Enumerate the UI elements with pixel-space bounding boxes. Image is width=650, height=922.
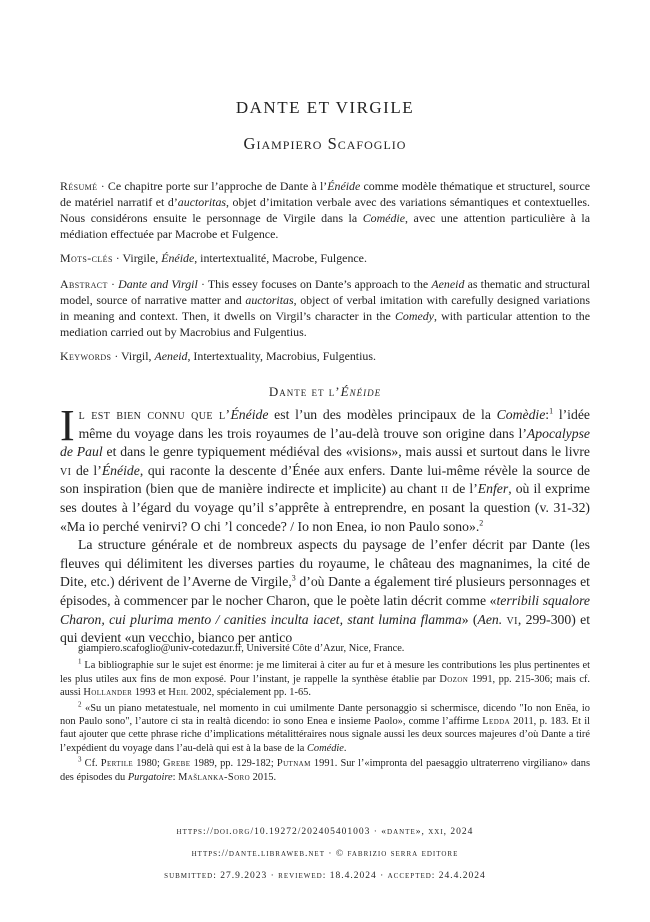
- motscles-sep: ·: [112, 251, 123, 265]
- body-text: [60, 401, 591, 648]
- body-text-run: » (: [461, 611, 478, 627]
- motscles-text: , intertextualité, Macrobe, Fulgence.: [194, 251, 367, 265]
- body-smallcaps: vi: [60, 462, 72, 478]
- footnote-text: 1989, pp. 129-182;: [190, 758, 277, 770]
- body-smallcaps: vi: [506, 611, 518, 627]
- body-italic: Comèdie: [496, 407, 546, 422]
- section-heading-text: Dante et l’: [268, 384, 341, 399]
- footnote-2: [60, 702, 590, 756]
- footnote-text: 2011, p. 183. Et il faut ajouter que cette phrase riche d’implications métalittéraires nous signale aussi les deux sources majeures d’où Dante a tiré l’expédient du voyage dans l’au-delà qui est à la base de la: [60, 716, 590, 754]
- keywords-text: , Intertextuality, Macrobius, Fulgentius.: [187, 349, 376, 363]
- resume-sep: ·: [97, 179, 108, 193]
- footnote-text: 2002, spécialement pp. 1-65.: [188, 687, 311, 699]
- footnote-italic: Comédie: [306, 742, 344, 754]
- body-italic: Énéide: [101, 462, 140, 478]
- body-text-run: La structure générale et de nombreux aspects du paysage de l’enfer décrit par Dante (les fleuves qui délimitent les diverses parties du royaume, le château des magnanimes, la cité de Dite, etc.) dérivent de l’Averne de Virgile,: [60, 537, 590, 590]
- section-heading: [60, 384, 590, 400]
- body-text-run: l est bien connu que l’: [78, 407, 231, 422]
- footnote-smallcaps: Hollander: [83, 687, 133, 699]
- footnotes: [60, 642, 590, 786]
- footnote-text: 2015.: [250, 771, 277, 783]
- chapter-title: DANTE ET VIRGILE: [235, 98, 415, 117]
- keywords-italic: Aeneid: [154, 349, 188, 363]
- body-italic: Aen.: [477, 611, 503, 627]
- body-text-run: est l’un des modèles principaux de la: [268, 407, 497, 422]
- body-italic: Apocalypse de Paul: [60, 425, 590, 460]
- body-text-run: :: [545, 407, 550, 422]
- body-text-run: et dans le genre typiquement médiéval des «visions», mais aussi et surtout dans le livre: [102, 444, 590, 460]
- abstract-sep: ·: [107, 277, 119, 291]
- author-name: Giampiero Scafoglio: [243, 134, 407, 153]
- abstract-italic: Aeneid: [431, 277, 465, 291]
- resume-paragraph: [60, 179, 590, 243]
- footer-website[interactable]: https://dante.libraweb.net · © fabrizio serra editore: [191, 849, 459, 859]
- footnote-smallcaps: Heil: [168, 687, 189, 699]
- footer-dates: submitted: 27.9.2023 · reviewed: 18.4.2024 · accepted: 24.4.2024: [164, 871, 486, 881]
- abstract-label: Abstract: [60, 277, 108, 291]
- keywords-text: Virgil,: [121, 349, 155, 363]
- body-smallcaps: ii: [440, 481, 449, 497]
- body-italic: terribili squalore Charon, cui plurima mento / canities inculta iacet, stant lumina flamma: [60, 592, 591, 627]
- body-text-run: , qui raconte la descente d’Énée aux enfers. Dante lui-même révèle la source de son inspiration (bien que de manière indirecte et implicite) au chant: [60, 462, 590, 497]
- footnote-number: 1: [78, 657, 82, 666]
- footnote-text: 1991. Sur l’«impronta del paesaggio ultraterreno virgiliano» dans des épisodes du: [60, 758, 590, 783]
- footnote-ref-2[interactable]: 2: [479, 518, 484, 527]
- body-text-run: de l’: [448, 481, 478, 497]
- footnote-text: :: [172, 771, 179, 783]
- footnote-smallcaps: Mašlanka-Soro: [178, 771, 251, 783]
- footnote-text: 1980;: [133, 758, 164, 770]
- footnote-text: 1991, pp. 215-306; mais cf. aussi: [60, 673, 590, 699]
- abstract-text: , with particular attention to the mediation carried out by Macrobius and Fulgentius.: [60, 308, 590, 339]
- footnote-smallcaps: Putnam: [276, 758, 311, 770]
- footnote-smallcaps: Ledda: [482, 716, 511, 728]
- body-italic: Enfer: [477, 481, 509, 497]
- body-text-run: d’où Dante a également tiré plusieurs personnages et épisodes, à commencer par le nocher Charon, que le poète latin décrit comme «: [60, 574, 590, 608]
- footnote-text: .: [343, 742, 347, 754]
- footnote-number: 2: [78, 700, 82, 709]
- footnote-3: [60, 757, 590, 784]
- abstract-italic: Comedy: [394, 308, 434, 323]
- body-paragraph-2: [60, 536, 590, 648]
- resume-italic: auctoritas: [177, 194, 227, 209]
- body-italic: Énéide: [230, 407, 269, 422]
- abstract-sep: ·: [197, 277, 208, 291]
- footnote-smallcaps: Dozon: [439, 673, 469, 685]
- footer-doi[interactable]: https://doi.org/10.19272/202405401003 · «dante», xxi, 2024: [176, 827, 474, 837]
- motscles-paragraph: [60, 251, 590, 267]
- keywords-label: Keywords: [60, 349, 112, 363]
- body-text-run: de l’: [71, 462, 102, 478]
- resume-text: , avec une attention particulière à la médiation effectuée par Macrobe et Fulgence.: [60, 210, 591, 241]
- resume-italic: Comédie: [362, 210, 405, 225]
- footnote-text: La bibliographie sur le sujet est énorme: je me limiterai à citer au fur et à mesure les contributions les plus pertinentes et les plus utiles aux fins de mon exposé. Pour l’instant, je rappelle la synthèse établie par: [60, 660, 590, 685]
- keywords-paragraph: [60, 349, 590, 365]
- motscles-italic: Énéide: [161, 251, 195, 265]
- motscles-text: Virgile,: [122, 251, 162, 265]
- body-text-run: , où il exprime ses doutes à l’égard du voyage qu’il s’apprête à entreprendre, en posant la question (v. 31-32) «Ma io perché venirvi? O chi ’l concede? / Io non Enea, io non Paulo sono».: [60, 481, 591, 534]
- footnote-1: [60, 659, 590, 699]
- body-paragraph-1: [60, 401, 591, 536]
- footnote-smallcaps: Pertile: [100, 758, 134, 770]
- motscles-label: Mots-clés: [60, 251, 113, 265]
- footnote-smallcaps: Grebe: [163, 758, 191, 770]
- body-text-run: l’idée même du voyage dans les trois royaumes de l’au-delà trouve son origine dans l’: [78, 407, 590, 441]
- drop-cap: I: [60, 401, 75, 450]
- resume-text: comme modèle thématique et structurel, source de matériel narratif et d’: [60, 179, 590, 209]
- footnote-text: 1993 et: [132, 687, 169, 699]
- section-heading-italic: Énéide: [340, 384, 382, 399]
- footnote-text: «Su un piano metatestuale, nel momento in cui umilmente Dante personaggio si schermisce, dicendo "Io non Enëa, io non Paulo sono", l’autore ci sta in realtà dicendo: io sono Enea e insieme Paolo», comme l’affirme: [60, 702, 590, 728]
- author-email[interactable]: giampiero.scafoglio@univ-cotedazur.fr, Université Côte d’Azur, Nice, France.: [78, 643, 405, 654]
- footnote-ref-3[interactable]: 3: [291, 573, 296, 583]
- resume-text: , objet d’imitation verbale avec des variations sémantiques et contextuelles. Nous considérons ensuite le personnage de Virgile dans la: [60, 194, 590, 225]
- abstract-paragraph: [60, 277, 590, 341]
- resume-label: Résumé: [60, 179, 98, 193]
- footnote-number: 3: [78, 755, 82, 764]
- resume-italic: Énéide: [327, 179, 361, 193]
- abstract-text: , object of verbal imitation with carefully designed variations in meaning and context. Then, it dwells on Virgil’s character in the: [60, 292, 590, 323]
- body-text-run: , 299-300) et qui devient «un vecchio, bianco per antico: [60, 611, 591, 646]
- keywords-sep: ·: [111, 349, 122, 363]
- footnote-ref-1[interactable]: 1: [549, 406, 554, 416]
- abstract-italic: Dante and Virgil: [118, 277, 198, 291]
- footnote-italic: Purgatoire: [127, 771, 173, 783]
- abstract-text: as thematic and structural model, source of narrative matter and: [60, 277, 590, 307]
- resume-text: Ce chapitre porte sur l’approche de Dante à l’: [107, 179, 328, 193]
- abstract-text: This essey focuses on Dante’s approach to the: [207, 277, 432, 291]
- abstract-italic: auctoritas: [245, 292, 294, 307]
- footnote-text: Cf.: [81, 758, 101, 770]
